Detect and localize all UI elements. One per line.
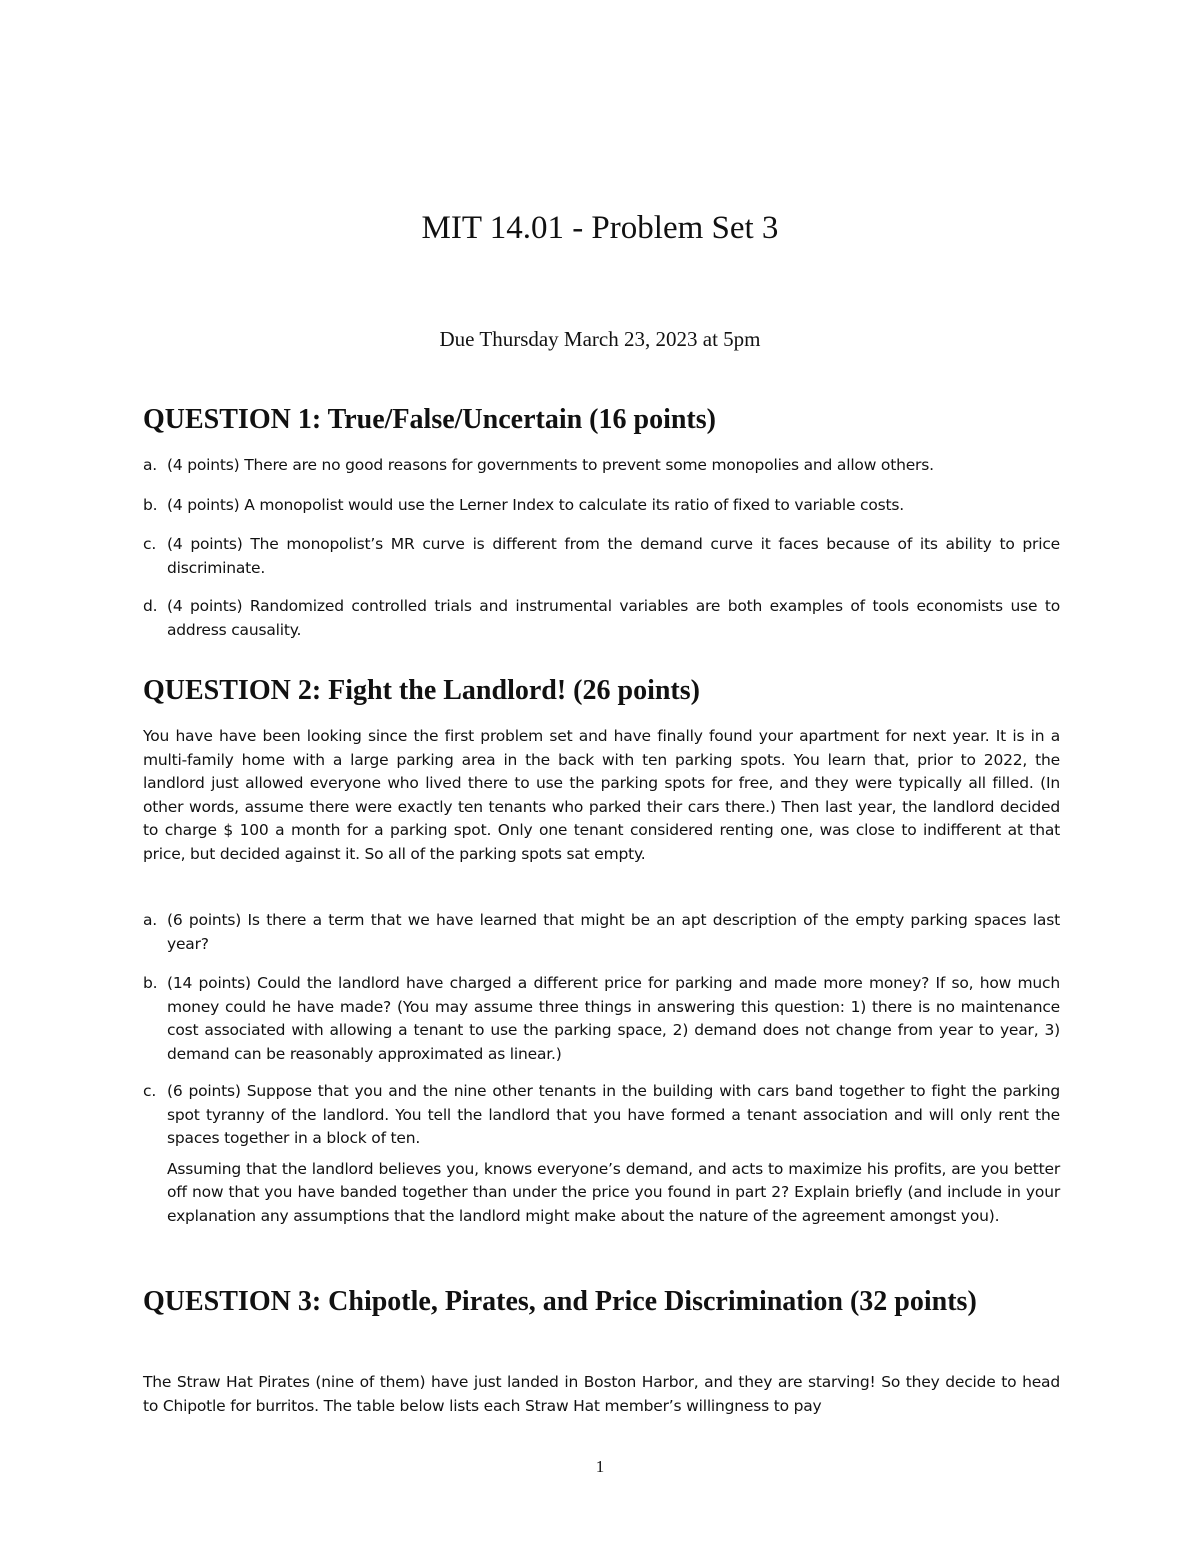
document-title: MIT 14.01 - Problem Set 3: [421, 210, 779, 246]
question-3-heading: QUESTION 3: Chipotle, Pirates, and Price Discrimination (32 points): [143, 1286, 977, 1317]
item-text: (4 points) Randomized controlled trials and instrumental variables are both examples of tools economists use to address causality.: [167, 597, 1060, 639]
item-marker: c.: [143, 535, 157, 553]
question-1-item-d: [143, 595, 1060, 642]
page-number: 1: [595, 1457, 605, 1476]
question-1-item-a: [143, 454, 1060, 478]
item-marker: d.: [143, 597, 158, 615]
item-text: (6 points) Is there a term that we have learned that might be an apt description of the empty parking spaces last year?: [167, 911, 1060, 953]
question-2-item-b: [143, 972, 1060, 1066]
item-text-continued: Assuming that the landlord believes you, knows everyone’s demand, and acts to maximize his profits, are you better off now that you have banded together than under the price you found in part 2? Explain briefly (and include in your explanation any assumptions that the landlord might make about the nature of the agreement amongst you).: [167, 1159, 1060, 1225]
item-marker: a.: [143, 456, 158, 474]
item-text: (14 points) Could the landlord have charged a different price for parking and made more money? If so, how much money could he have made? (You may assume three things in answering this question: 1) there is no maintenance cost associated with allowing a tenant to use the parking space, 2) demand does not change from year to year, 3) demand can be reasonably approximated as linear.): [167, 974, 1060, 1063]
item-text: (4 points) There are no good reasons for governments to prevent some monopolies and allow others.: [167, 456, 934, 474]
question-3-intro: The Straw Hat Pirates (nine of them) have just landed in Boston Harbor, and they are starving! So they decide to head to Chipotle for burritos. The table below lists each Straw Hat member’s willingness to pay: [143, 1373, 1060, 1415]
item-marker: a.: [143, 911, 158, 929]
question-1-item-c: [143, 533, 1060, 580]
due-date: Due Thursday March 23, 2023 at 5pm: [439, 327, 761, 351]
item-text: (4 points) A monopolist would use the Lerner Index to calculate its ratio of fixed to variable costs.: [167, 496, 904, 514]
item-marker: b.: [143, 974, 158, 992]
question-2-item-c: [143, 1080, 1060, 1229]
question-2-item-a: [143, 909, 1060, 956]
question-2-heading: QUESTION 2: Fight the Landlord! (26 points): [143, 675, 700, 706]
item-text: (4 points) The monopolist’s MR curve is different from the demand curve it faces because of its ability to price discriminate.: [167, 535, 1060, 577]
item-marker: c.: [143, 1082, 157, 1100]
question-2-intro: You have have been looking since the first problem set and have finally found your apartment for next year. It is in a multi-family home with a large parking area in the back with ten parking spots. You learn that, prior to 2022, the landlord just allowed everyone who lived there to use the parking spots for free, and they were typically all filled. (In other words, assume there were exactly ten tenants who parked their cars there.) Then last year, the landlord decided to charge $ 100 a month for a parking spot. Only one tenant considered renting one, was close to indifferent at that price, but decided against it. So all of the parking spots sat empty.: [143, 727, 1060, 863]
question-1-heading: QUESTION 1: True/False/Uncertain (16 points): [143, 404, 716, 435]
item-text: (6 points) Suppose that you and the nine other tenants in the building with cars band together to fight the parking spot tyranny of the landlord. You tell the landlord that you have formed a tenant association and will only rent the spaces together in a block of ten.: [167, 1082, 1060, 1148]
question-1-item-b: [143, 494, 1060, 518]
item-marker: b.: [143, 496, 158, 514]
